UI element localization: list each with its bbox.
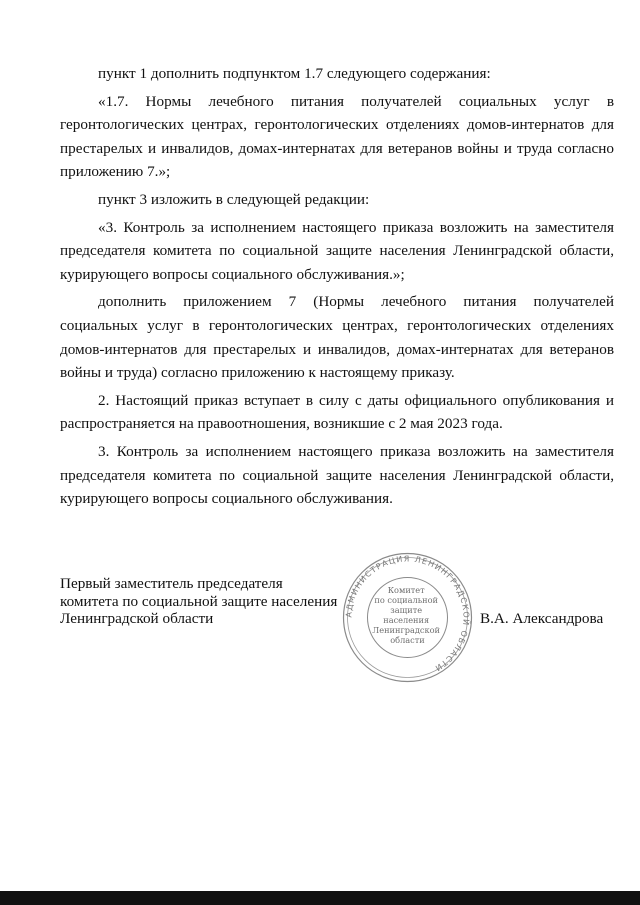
seal-outer-text: АДМИНИСТРАЦИЯ ЛЕНИНГРАДСКОЙ ОБЛАСТИ <box>344 554 471 674</box>
signatory-position-line: Ленинградской области <box>60 610 214 627</box>
seal-inner-line: населения <box>383 615 430 625</box>
seal-inner-line: Комитет <box>387 585 425 595</box>
paragraph-amend-item-1: пункт 1 дополнить подпунктом 1.7 следующего содержания: <box>98 65 491 82</box>
seal-inner-line: области <box>390 635 425 645</box>
paragraph-control: 3. Контроль за исполнением настоящего приказа возложить на заместителя председателя комитета по социальной защите населения Ленинградской области, курирующего вопросы социального обслуживания. <box>60 442 614 508</box>
signatory-position-line: комитета по социальной защите населения <box>60 592 338 610</box>
svg-text:Комитет по социальной <box>372 585 442 645</box>
official-seal <box>340 550 475 685</box>
paragraph-subitem-1-7: «1.7. Нормы лечебного питания получателей социальных услуг в геронтологических центрах, геронтологических отделениях домов-интернатов для престарелых и инвалидов, домах-интернатах для ветеранов войны и труда согласно приложению 7.»; <box>60 92 614 181</box>
paragraph-item-3-text: «3. Контроль за исполнением настоящего приказа возложить на заместителя председателя комитета по социальной защите населения Ленинградской области, курирующего вопросы социального обслуживания.»; <box>60 218 614 283</box>
paragraph-effective-date: 2. Настоящий приказ вступает в силу с даты официального опубликования и распространяется на правоотношения, возникшие с 2 мая 2023 года. <box>60 391 614 433</box>
document-body <box>60 62 614 511</box>
seal-inner-line: Ленинградской <box>372 625 440 635</box>
paragraph-amend-item-3: пункт 3 изложить в следующей редакции: <box>98 190 370 208</box>
seal-inner-line: защите <box>390 605 423 615</box>
scan-edge-bar <box>0 891 640 905</box>
signatory-name: В.А. Александрова <box>480 610 604 627</box>
paragraph-add-appendix-7: дополнить приложением 7 (Нормы лечебного питания получателей социальных услуг в геронтологических центрах, геронтологических отделениях домов-интернатов для престарелых и инвалидов, домах-интернатах для ветеранов войны и труда) согласно приложению к настоящему приказу. <box>60 293 614 382</box>
seal-inner-line: по социальной <box>374 595 438 605</box>
signatory-position-line: Первый заместитель председателя <box>60 575 283 592</box>
signatory-position <box>60 575 350 628</box>
